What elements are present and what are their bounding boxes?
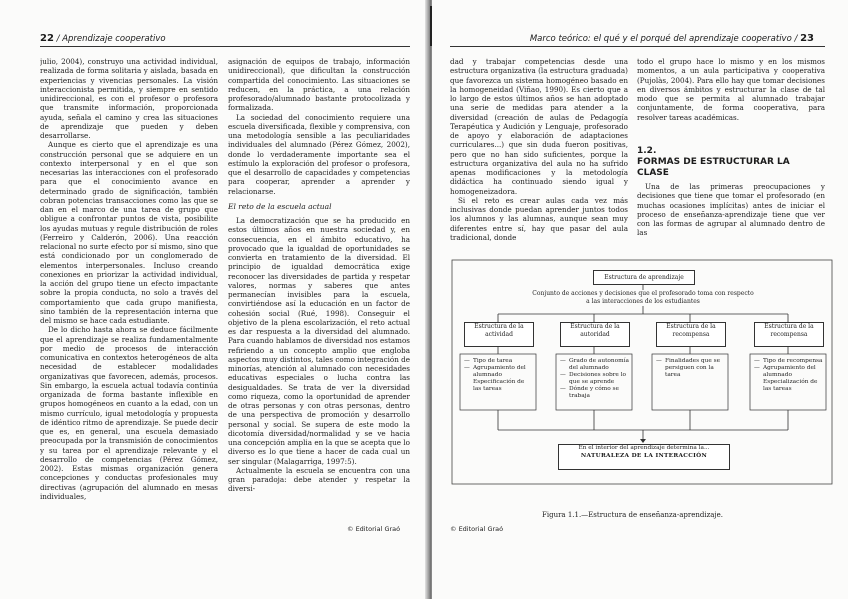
diagram-branch-reward: Estructura de la recompensa: [656, 322, 726, 347]
paragraph: Actualmente la escuela se encuentra con una gran paradoja: debe atender y respetar la diversi-: [228, 465, 410, 494]
list-item: — Finalidades que se persiguen con la tarea: [656, 358, 726, 379]
header-rule-right: [450, 46, 825, 47]
right-column-2-continued: [637, 182, 825, 242]
paragraph: La democratización que se ha producido en estos últimos años en nuestra sociedad y, en consecuencia, en el ámbito educativo, ha provocado que la igualdad de oportunidades se convierta en tratamiento de la diversidad. El principio de igualdad democrática exige reconocer las diversidades de partida y respetar valores, normas y saberes que antes permanecían invisibles para la escuela, convirtiéndose así la educación en un factor de cohesión social (Rué, 1998). Conseguir el objetivo de la plena escolarización, el reto actual es dar respuesta a la diversidad del alumnado. Para cuando hablamos de diversidad nos estamos refiriendo a un concepto amplio que engloba aspectos muy distintos, tales como integración de minorías, atención al alumnado con necesidades educativas especiales o lucha contra las desigualdades. Se trata de ver la diversidad como riqueza, como la oportunidad de aprender de otras personas y con otras personas, dentro de una perspectiva de promoción y desarrollo personal y social. Se supera de este modo la dicotomía diversidad/normalidad y se ve hacia una concepción amplia en la que se acepta que lo diverso es lo que tiene a hacer de cada cual un ser singular (Malagarriga, 1997:5).: [228, 216, 410, 466]
list-item: — Grado de autonomía del alumnado: [560, 358, 630, 372]
section-heading: [637, 146, 797, 179]
paragraph: julio, 2004), construyo una actividad individual, realizada de forma solitaria y aislada, basada en experiencias y vivencias personales. La visión interaccionista permitida, y siempre en sentido unidireccional, es con el profesor o profesora que transmite información, proporcionada ayuda, señala el camino y crea las situaciones de aprendizaje que pueden y deben desarrollarse.: [40, 57, 218, 140]
list-item: — Agrupamiento del alumnado Especificación de las tareas: [464, 365, 534, 393]
diagram-top-box: Estructura de aprendizaje: [593, 270, 695, 285]
page-number-right: 23: [800, 33, 814, 44]
list-item: — Tipo de tarea: [464, 358, 534, 365]
diagram-branch-activity: Estructura de la actividad: [464, 322, 534, 347]
section-title: El reto de la escuela actual: [228, 201, 332, 211]
section-heading-text: FORMAS DE ESTRUCTURAR LA CLASE: [637, 157, 790, 178]
diagram-bottom-line1: En el interior del aprendizaje determina la...: [578, 445, 710, 451]
paragraph: De lo dicho hasta ahora se deduce fácilmente que el aprendizaje se realiza fundamentalmente por medio de procesos de interacción comunicativa en contextos heterogéneos de alta necesidad de establecer modalidades organizativas que favorecen, además, procesos. Sin embargo, la escuela actual todavía continúa organizada de forma bastante inflexible en grupos homogéneos en cuanto a la edad, con un mismo currículo, igual metodología y propuesta de idéntico ritmo de aprendizaje. Se puede decir que es, en general, una escuela demasiado preocupada por la transmisión de conocimientos y su tarea por el aprendizaje relevante y el desarrollo de competencias (Pérez Gómez, 2002). Estas mismas organización genera concepciones y conductas profesionales muy directivas (agrupación del alumnado en mesas individuales,: [40, 325, 218, 501]
diagram-bottom-line2: NATURALEZA DE LA INTERACCIÓN: [580, 452, 708, 459]
paragraph: La sociedad del conocimiento requiere una escuela diversificada, flexible y comprensiva, con una metodología sensible a las peculiaridades individuales del alumnado (Pérez Gómez, 2002), donde lo verdaderamente importante sea el estímulo la exploración del profesor o profesora, que el desarrollo de capacidades y competencias para cooperar, aprender a aprender y relacionarse.: [228, 112, 410, 196]
figure-caption: Figura 1.1.—Estructura de enseñanza-aprendizaje.: [542, 511, 723, 519]
right-column-2: [637, 57, 825, 142]
diagram-bottom-box: [558, 444, 730, 470]
footer-left: © Editorial Graó: [347, 525, 401, 533]
list-item: — Tipo de recompensa: [754, 358, 824, 365]
right-page: [432, 0, 848, 599]
paragraph: dad y trabajar competencias desde una estructura organizativa (la estructura graduada) que favorezca un sistema homogéneo basado en la homogeneidad (Viñao, 1990). Es cierto que a lo largo de estos últimos años se han adoptado una serie de medidas para atender a la diversidad (creación de aulas de Pedagogía Terapéutica y Audición y Lenguaje, profesorado de apoyo y elaboración de adaptaciones curriculares...) que sin duda fueron positivas, pero que no han sido suficientes, porque la estructura organizativa del aula no ha sufrido apenas modificaciones y la metodología didáctica ha continuado siendo igual y homogeneizadora.: [450, 57, 628, 196]
paragraph: Una de las primeras preocupaciones y decisiones que tiene que tomar el profesorado (en muchas ocasiones implícitas) antes de iniciar el proceso de enseñanza-aprendizaje tiene que ver con las formas de agrupar al alumnado dentro de las: [637, 182, 825, 238]
diagram-list-reward-2: [754, 358, 824, 393]
left-column-2: [228, 57, 410, 527]
diagram-branch-authority: Estructura de la autoridad: [560, 322, 630, 347]
section-number: 1.2.: [637, 146, 657, 156]
left-column-1: [40, 57, 218, 527]
running-head-title-right: Marco teórico: el qué y el porqué del aprendizaje cooperativo: [529, 34, 792, 44]
running-head-left: 22 / Aprendizaje cooperativo: [40, 33, 166, 44]
right-column-1: [450, 57, 628, 247]
diagram-branch-reward-2: Estructura de la recompensa: [754, 322, 824, 347]
diagram-list-reward: [656, 358, 726, 379]
running-head-right: Marco teórico: el qué y el porqué del aprendizaje cooperativo / 23: [529, 33, 814, 44]
paragraph: Si el reto es crear aulas cada vez más inclusivas donde puedan aprender juntos todos los alumnos y las alumnas, aunque sean muy diferentes entre sí, hay que pasar del aula tradicional, donde: [450, 195, 628, 242]
diagram-list-authority: [560, 358, 630, 400]
paragraph: todo el grupo hace lo mismo y en los mismos momentos, a un aula participativa y cooperativa (Pujolàs, 2004). Para ello hay que tomar decisiones en diversos ámbitos y estructurar la clase de tal modo que se permita al alumnado trabajar conjuntamente, de forma cooperativa, para resolver tareas académicas.: [637, 57, 825, 122]
footer-right: © Editorial Graó: [450, 525, 504, 533]
diagram-list-activity: [464, 358, 534, 393]
list-item: — Dónde y cómo se trabaja: [560, 386, 630, 400]
structure-diagram: [448, 250, 838, 505]
page-number-left: 22: [40, 33, 54, 44]
list-item: — Agrupamiento del alumnado Especialización de las tareas: [754, 365, 824, 393]
running-head-title-left: Aprendizaje cooperativo: [62, 34, 166, 44]
paragraph: Aunque es cierto que el aprendizaje es una construcción personal que se adquiere en un contexto interpersonal y en el que son necesarias las interacciones con el profesorado para que el conocimiento avance en determinado grado de significación, también cobran potencias transacciones como las que se dan en el marco de una tarea de grupo que obligue a confrontar puntos de vista, posibilite los ayudas mutuas y regule distribución de roles (Ferreiro y Calderón, 2006). Una reacción relacional no surte efecto por sí mismo, sino que está condicionado por un conglomerado de elementos interpersonales. Incluso creando conexiones en priorizar la actividad individual, la acción del grupo tiene un efecto impactante sobre la propia conducta, no solo a través del comportamiento que cada grupo manifiesta, sino también de la representación interna que del mismo se hace cada estudiante.: [40, 140, 218, 325]
diagram-definition: Conjunto de acciones y decisiones que el profesorado toma con respecto a las interacciones de los estudiantes: [532, 290, 754, 305]
list-item: — Decisiones sobre lo que se aprende: [560, 372, 630, 386]
paragraph: asignación de equipos de trabajo, información unidireccional), que dificultan la construcción compartida del conocimiento. Las situaciones se reducen, en la práctica, a una relación profesorado/alumnado bastante protocolizada y formalizada.: [228, 57, 410, 113]
header-rule-left: [40, 46, 410, 47]
